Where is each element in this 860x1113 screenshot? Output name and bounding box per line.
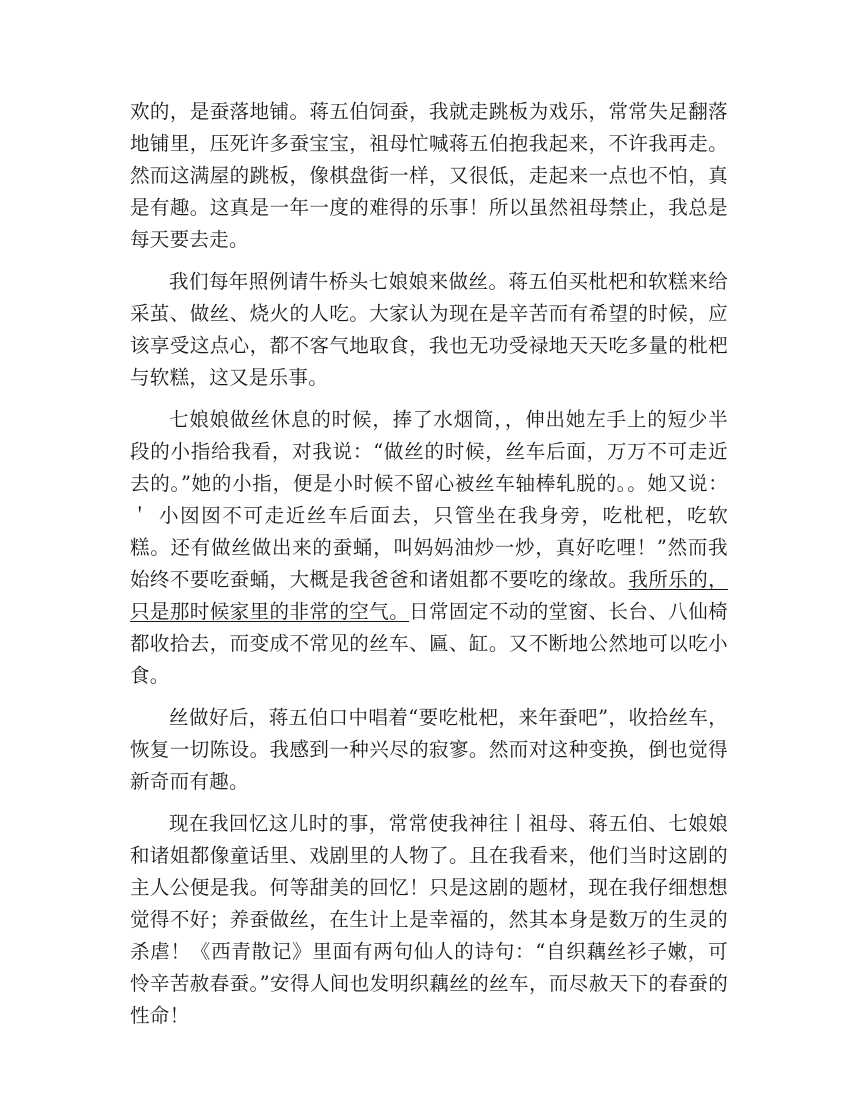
paragraph-4: 丝做好后，蒋五伯口中唱着“要吃枇杷，来年蚕吧”，收拾丝车，恢复一切陈设。我感到一种兴尽的寂寥。然而对这种变换，倒也觉得新奇而有趣。 — [130, 706, 728, 793]
paragraph-3-underlined-text: 我所乐的，只是那时候家里的非常的空气。 — [130, 568, 728, 623]
paragraph-3-text-before: 七娘娘做丝休息的时候，捧了水烟筒，，伸出她左手上的短少半段的小指给我看，对我说：“做丝的时候，丝车后面，万万不可走近去的。”她的小指，便是小时候不留心被丝车轴棒轧脱的。。她又说：＇ 小囡囡不可走近丝车后面去，只管坐在我身旁，吃枇杷，吃软糕。还有做丝做出来的蚕蛹，叫妈妈油炒一炒，真好吃哩！”然而我始终不要吃蚕蛹，大概是我爸爸和诸姐都不要吃的缘故。 — [130, 408, 728, 591]
paragraph-3 — [130, 404, 728, 692]
paragraph-3-text-after: 日常固定不动的堂窗、长台、八仙椅都收拾去，而变成不常见的丝车、匾、缸。又不断地公然地可以吃小食。 — [130, 600, 728, 687]
paragraph-1: 欢的，是蚕落地铺。蒋五伯饲蚕，我就走跳板为戏乐，常常失足翻落地铺里，压死许多蚕宝宝，祖母忙喊蒋五伯抱我起来，不许我再走。然而这满屋的跳板，像棋盘街一样，又很低，走起来一点也不怕，真是有趣。这真是一年一度的难得的乐事！所以虽然祖母禁止，我总是每天要去走。 — [130, 100, 728, 251]
paragraph-5: 现在我回忆这儿时的事，常常使我神往丨祖母、蒋五伯、七娘娘和诸姐都像童话里、戏剧里的人物了。且在我看来，他们当时这剧的主人公便是我。何等甜美的回忆！只是这剧的题材，现在我仔细想想觉得不好；养蚕做丝，在生计上是幸福的，然其本身是数万的生灵的杀虐！《西青散记》里面有两句仙人的诗句：“自织藕丝衫子嫩，可怜辛苦赦春蚕。”安得人间也发明织藕丝的丝车，而尽赦天下的春蚕的性命！ — [130, 812, 728, 1027]
document-body — [130, 96, 728, 1042]
paragraph-2: 我们每年照例请牛桥头七娘娘来做丝。蒋五伯买枇杷和软糕来给采茧、做丝、烧火的人吃。大家认为现在是辛苦而有希望的时候，应该享受这点心，都不客气地取食，我也无功受禄地天天吃多量的枇杷与软糕，这又是乐事。 — [130, 270, 728, 389]
